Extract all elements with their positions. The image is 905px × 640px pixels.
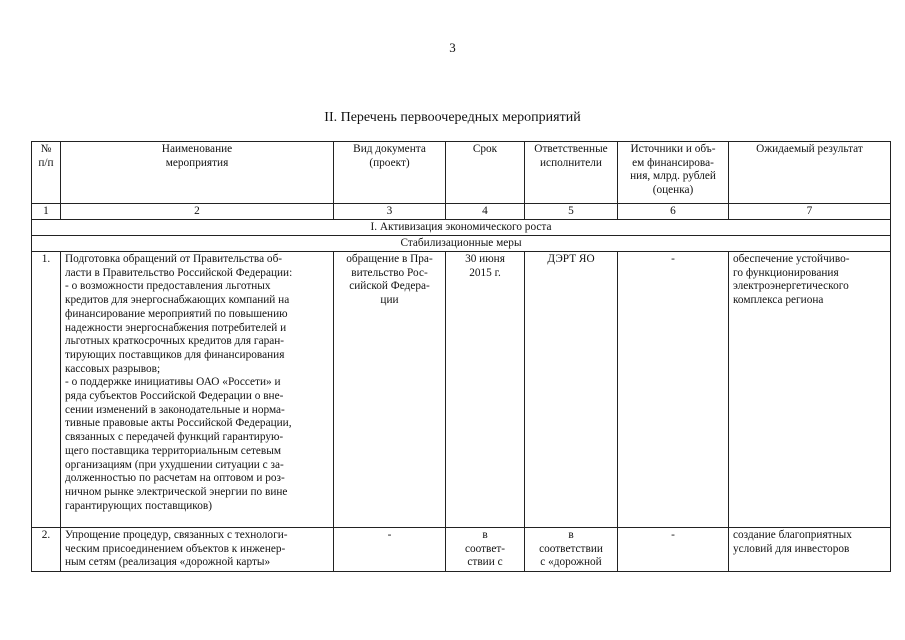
row-number: 1.: [32, 252, 61, 528]
section-title: I. Активизация экономического роста: [32, 220, 891, 236]
row-executors: ДЭРТ ЯО: [525, 252, 618, 528]
page-number: 3: [449, 40, 456, 55]
page-title: II. Перечень первоочередных мероприятий: [324, 110, 581, 125]
header-num: № п/п: [32, 142, 61, 204]
row-executors: в соответствии с «дорожной: [525, 528, 618, 572]
column-number: 4: [446, 204, 525, 220]
row-measure-name: Упрощение процедур, связанных с технологи- ческим присоединением объектов к инженер- ным сетям (реализация «дорожной карты»: [61, 528, 334, 572]
section-row: [32, 220, 891, 236]
header-name: Наименование мероприятия: [61, 142, 334, 204]
row-number: 2.: [32, 528, 61, 572]
header-funding: Источники и объ- ем финансирова- ния, млрд. рублей (оценка): [618, 142, 729, 204]
row-result: обеспечение устойчиво- го функционирования электроэнергетического комплекса региона: [729, 252, 891, 528]
table-row: [32, 252, 891, 528]
table-header-row: [32, 142, 891, 204]
column-number: 7: [729, 204, 891, 220]
row-doc-type: обращение в Пра- вительство Рос- сийской Федера- ции: [334, 252, 446, 528]
measures-table: [31, 141, 891, 572]
row-funding: -: [618, 252, 729, 528]
column-number: 6: [618, 204, 729, 220]
column-numbers-row: [32, 204, 891, 220]
row-term: в соответ- ствии с: [446, 528, 525, 572]
column-number: 1: [32, 204, 61, 220]
table-row: [32, 528, 891, 572]
subsection-row: [32, 236, 891, 252]
header-doc-type: Вид документа (проект): [334, 142, 446, 204]
row-result: создание благоприятных условий для инвесторов: [729, 528, 891, 572]
row-funding: -: [618, 528, 729, 572]
header-executors: Ответственные исполнители: [525, 142, 618, 204]
column-number: 3: [334, 204, 446, 220]
row-term: 30 июня 2015 г.: [446, 252, 525, 528]
row-measure-name: Подготовка обращений от Правительства об- ласти в Правительство Российской Федерации: - о возможности предоставления льготных кредитов для энергоснабжающих компаний на финансирование мероприятий по повышению надежности энергоснабжения потребителей и льготных краткосрочных кредитов для гаран- тирующих поставщиков для финансирования кассовых разрывов; - о поддержке инициативы ОАО «Россети» и ряда субъектов Российской Федерации о вне- сении изменений в законодательные и норма- тивные правовые акты Российской Федерации, связанных с передачей функций гарантирую- щего поставщика территориальным сетевым организациям (при ухудшении ситуации с за- долженностью по расчетам на оптовом и роз- ничном рынке электрической энергии по вине гарантирующих поставщиков): [61, 252, 334, 528]
subsection-title: Стабилизационные меры: [32, 236, 891, 252]
column-number: 5: [525, 204, 618, 220]
row-doc-type: -: [334, 528, 446, 572]
header-result: Ожидаемый результат: [729, 142, 891, 204]
column-number: 2: [61, 204, 334, 220]
header-term: Срок: [446, 142, 525, 204]
